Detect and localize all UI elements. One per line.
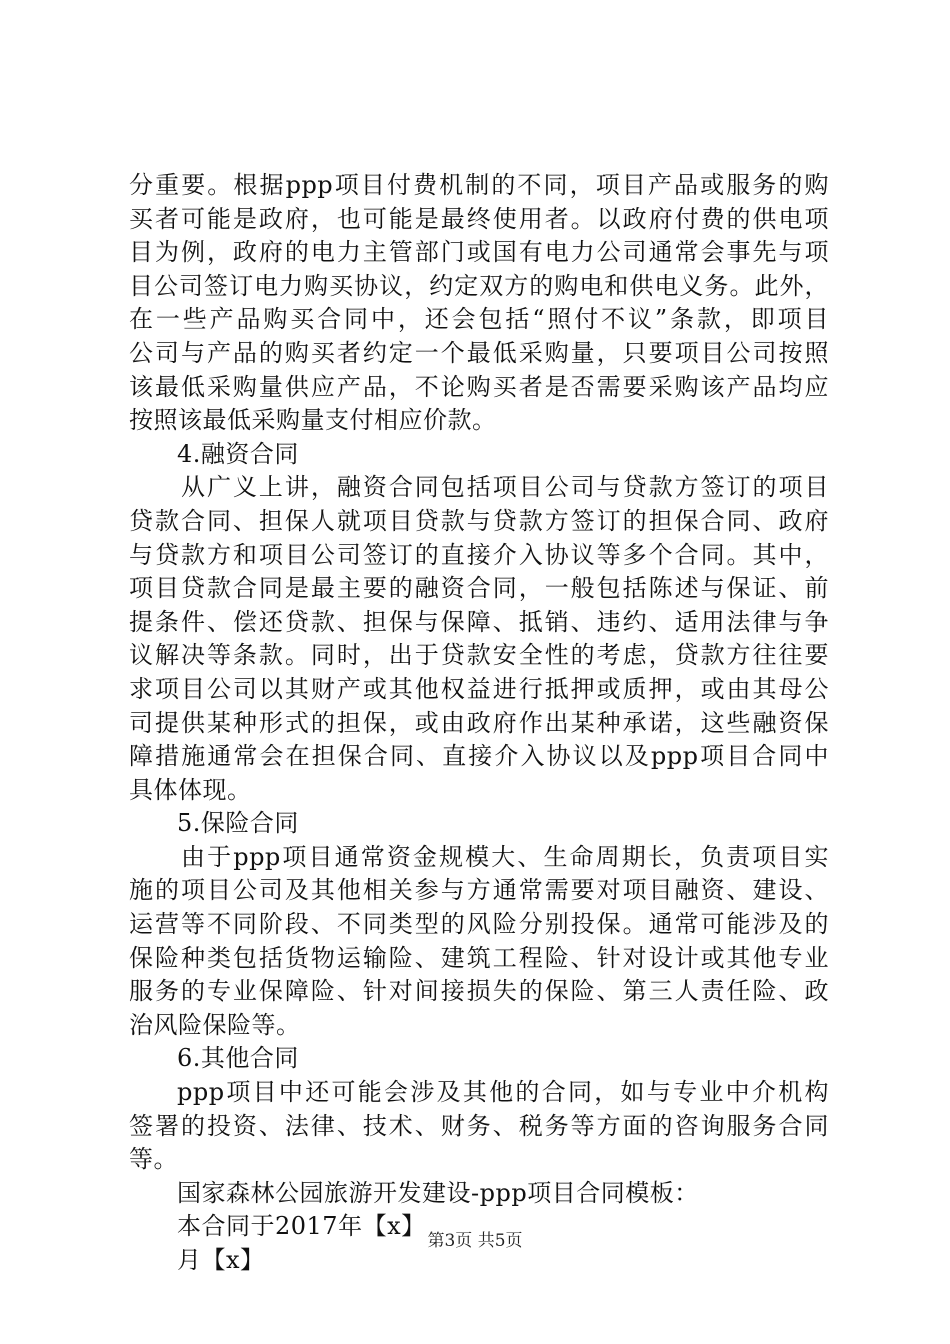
contract-date-line: 本合同于2017年【x】 — [177, 1212, 426, 1241]
paragraph-line: 该最低采购量供应产品，不论购买者是否需要采购该产品均应 — [129, 372, 829, 401]
section-heading-other: 6.其他合同 — [177, 1044, 299, 1073]
paragraph-line: 目为例，政府的电力主管部门或国有电力公司通常会事先与项 — [129, 238, 829, 267]
paragraph-line: 施的项目公司及其他相关参与方通常需要对项目融资、建设、 — [129, 876, 829, 905]
paragraph-line: 司提供某种形式的担保，或由政府作出某种承诺，这些融资保 — [129, 708, 829, 737]
paragraph-line: 具体体现。 — [129, 775, 252, 804]
paragraph-line: 分重要。根据ppp项目付费机制的不同，项目产品或服务的购 — [129, 171, 829, 199]
paragraph-line: 签署的投资、法律、技术、财务、税务等方面的咨询服务合同 — [129, 1111, 829, 1140]
paragraph-line: 由于ppp项目通常资金规模大、生命周期长，负责项目实 — [181, 842, 829, 871]
section-heading-insurance: 5.保险合同 — [177, 809, 299, 838]
document-body — [129, 169, 829, 1278]
paragraph-line: 买者可能是政府，也可能是最终使用者。以政府付费的供电项 — [129, 204, 829, 233]
paragraph-line: 等。 — [129, 1145, 178, 1174]
paragraph-line: 公司与产品的购买者约定一个最低采购量，只要项目公司按照 — [129, 338, 829, 367]
paragraph-line: 贷款合同、担保人就项目贷款与贷款方签订的担保合同、政府 — [129, 506, 829, 535]
contract-date-line: 月【x】 — [177, 1246, 265, 1274]
paragraph-line: 服务的专业保障险、针对间接损失的保险、第三人责任险、政 — [129, 977, 829, 1006]
paragraph-line: 治风险保险等。 — [129, 1010, 301, 1039]
paragraph-line: 目公司签订电力购买协议，约定双方的购电和供电义务。此外， — [129, 271, 829, 300]
template-title-line: 国家森林公园旅游开发建设-ppp项目合同模板： — [177, 1178, 699, 1207]
section-heading-financing: 4.融资合同 — [177, 439, 299, 468]
paragraph-line: 按照该最低采购量支付相应价款。 — [129, 406, 497, 435]
paragraph-line: 项目贷款合同是最主要的融资合同，一般包括陈述与保证、前 — [129, 574, 829, 603]
page-footer: 第3页 共5页 — [427, 1231, 523, 1251]
paragraph-line: 议解决等条款。同时，出于贷款安全性的考虑，贷款方往往要 — [129, 641, 829, 670]
paragraph-line: 求项目公司以其财产或其他权益进行抵押或质押，或由其母公 — [129, 674, 829, 703]
paragraph-line: 从广义上讲，融资合同包括项目公司与贷款方签订的项目 — [181, 473, 829, 502]
paragraph-line: 提条件、偿还贷款、担保与保障、抵销、违约、适用法律与争 — [129, 607, 829, 636]
paragraph-line: 在一些产品购买合同中，还会包括“照付不议”条款，即项目 — [129, 305, 829, 334]
paragraph-line: 保险种类包括货物运输险、建筑工程险、针对设计或其他专业 — [129, 943, 829, 972]
paragraph-line: ppp项目中还可能会涉及其他的合同，如与专业中介机构 — [177, 1078, 829, 1107]
paragraph-line: 障措施通常会在担保合同、直接介入协议以及ppp项目合同中 — [129, 742, 829, 771]
paragraph-line: 与贷款方和项目公司签订的直接介入协议等多个合同。其中， — [129, 540, 829, 569]
paragraph-line: 运营等不同阶段、不同类型的风险分别投保。通常可能涉及的 — [129, 910, 829, 939]
